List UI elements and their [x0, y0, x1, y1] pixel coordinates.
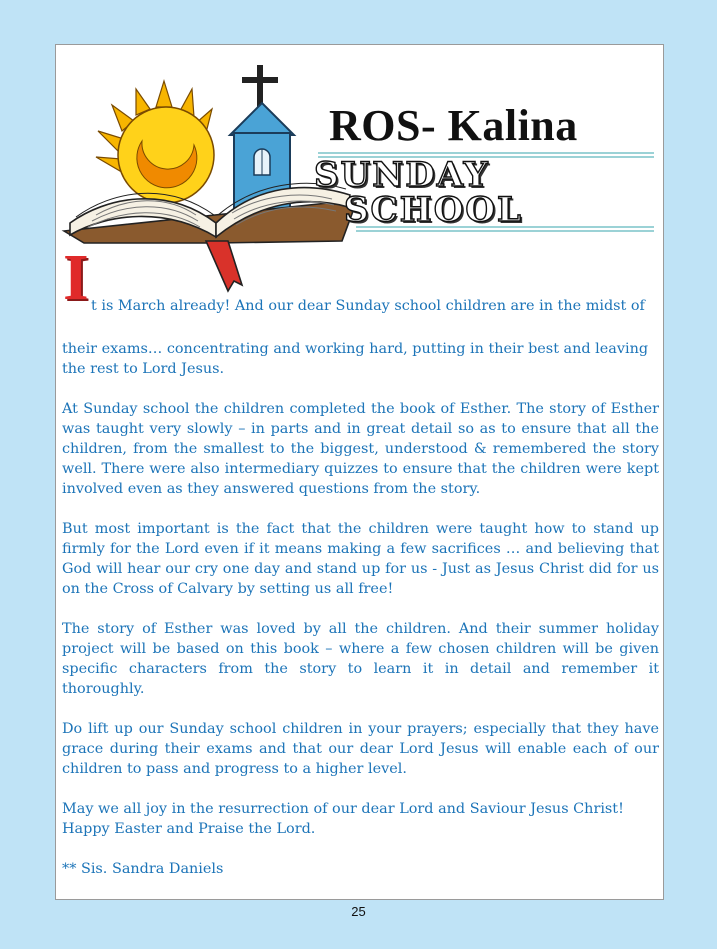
- paragraph: The story of Esther was loved by all the children. And their summer holiday project will be based on this book – where a few chosen children will be given specific characters from the story to learn it in detail and remember it thoroughly.: [62, 621, 659, 697]
- article-body: [62, 339, 659, 899]
- school-heading: SCHOOL: [344, 190, 523, 230]
- paragraph: May we all joy in the resurrection of our dear Lord and Saviour Jesus Christ! Happy Easter and Praise the Lord.: [62, 801, 624, 837]
- page-title: ROS- Kalina: [329, 101, 578, 150]
- drop-cap: I: [63, 241, 89, 314]
- paragraph: their exams… concentrating and working hard, putting in their best and leaving the rest to Lord Jesus.: [62, 341, 649, 377]
- paragraph: Do lift up our Sunday school children in your prayers; especially that they have grace during their exams and that our dear Lord Jesus will enable each of our children to pass and progress to a higher level.: [62, 721, 659, 777]
- page: [55, 44, 664, 900]
- signature: ** Sis. Sandra Daniels: [62, 861, 224, 877]
- first-line: t is March already! And our dear Sunday school children are in the midst of: [91, 298, 645, 314]
- page-number: 25: [351, 904, 366, 919]
- paragraph: At Sunday school the children completed the book of Esther. The story of Esther was taught very slowly – in parts and in great detail so as to ensure that all the children, from the smallest to the biggest, understood & remembered the story well. There were also intermediary quizzes to ensure that the children were kept involved even as they answered questions from the story.: [62, 401, 659, 497]
- bible-icon: [64, 183, 356, 291]
- sun-icon: [96, 81, 214, 203]
- paragraph: But most important is the fact that the children were taught how to stand up firmly for the Lord even if it means making a few sacrifices … and believing that God will hear our cry one day and stand up for us - Just as Jesus Christ did for us on the Cross of Calvary by setting us all free!: [62, 521, 659, 597]
- sunday-heading: SUNDAY: [314, 155, 490, 195]
